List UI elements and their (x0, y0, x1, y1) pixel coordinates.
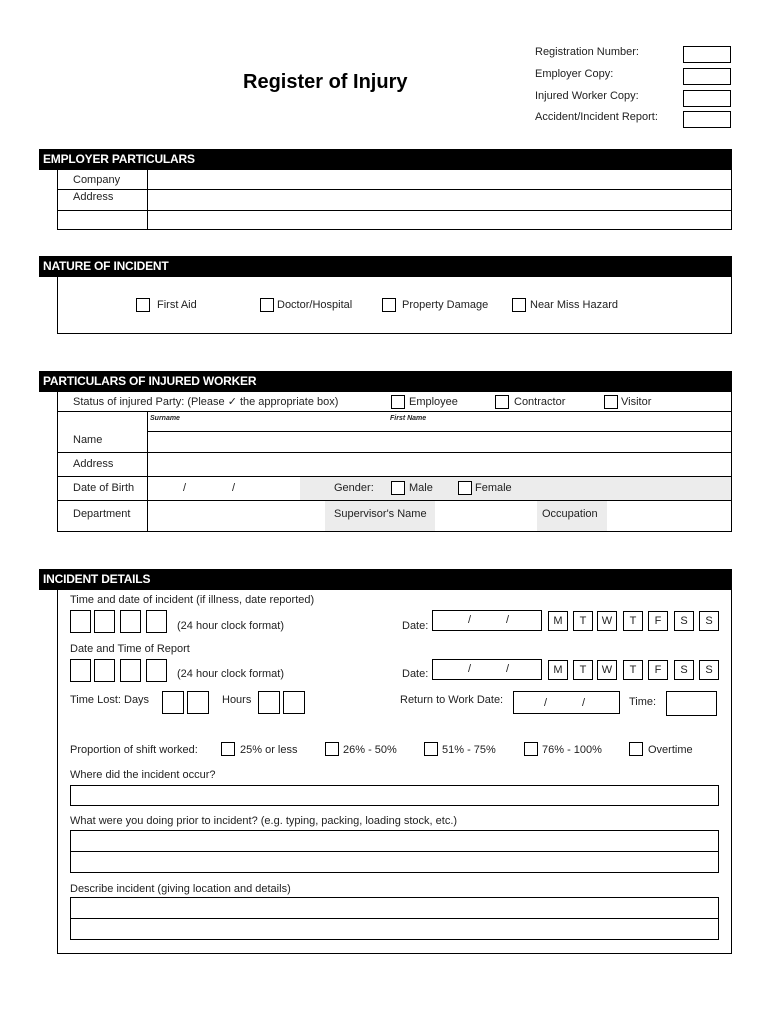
employer-copy-field[interactable] (683, 68, 731, 85)
dob-field[interactable] (149, 478, 299, 499)
incident-day-sat[interactable]: S (674, 611, 694, 631)
report-day-sat[interactable]: S (674, 660, 694, 680)
page-title: Register of Injury (243, 71, 408, 93)
first-aid-label: First Aid (157, 299, 197, 311)
occupation-field[interactable] (608, 502, 731, 531)
days-lost-digit-1[interactable] (162, 691, 184, 714)
address-field-2[interactable] (149, 212, 731, 229)
return-time-field[interactable] (666, 691, 717, 716)
where-field[interactable] (70, 785, 719, 806)
name-label: Name (73, 434, 103, 446)
supervisor-label: Supervisor's Name (334, 508, 427, 520)
status-label: Status of injured Party: (Please ✓ the appropriate box) (73, 396, 339, 408)
incident-report-label: Accident/Incident Report: (535, 111, 658, 123)
describe-field-1[interactable] (70, 897, 719, 919)
property-damage-label: Property Damage (402, 299, 489, 311)
first-name-caption: First Name (390, 415, 427, 422)
report-day-tue[interactable]: T (573, 660, 593, 680)
report-date-field[interactable] (432, 659, 542, 680)
female-label: Female (475, 482, 512, 494)
incident-day-sun[interactable]: S (699, 611, 719, 631)
days-lost-digit-2[interactable] (187, 691, 209, 714)
doing-label: What were you doing prior to incident? (e.g. typing, packing, loading stock, etc.) (70, 815, 458, 827)
time-lost-days-label: Time Lost: Days (70, 694, 150, 706)
visitor-label: Visitor (621, 396, 652, 408)
property-damage-checkbox[interactable] (382, 298, 396, 312)
dob-separator-2: / (232, 482, 236, 494)
employee-label: Employee (409, 396, 458, 408)
incident-day-tue[interactable]: T (573, 611, 593, 631)
incident-day-thu[interactable]: T (623, 611, 643, 631)
incident-day-fri[interactable]: F (648, 611, 668, 631)
hours-lost-digit-2[interactable] (283, 691, 305, 714)
employee-checkbox[interactable] (391, 395, 405, 409)
surname-field[interactable] (149, 432, 389, 451)
report-day-thu[interactable]: T (623, 660, 643, 680)
first-name-field[interactable] (390, 432, 731, 451)
incident-day-mon[interactable]: M (548, 611, 568, 631)
report-label: Date and Time of Report (70, 643, 190, 655)
return-to-work-label: Return to Work Date: (400, 694, 504, 706)
incident-time-digit-2[interactable] (94, 610, 115, 633)
address-field-1[interactable] (149, 191, 731, 209)
company-label: Company (73, 174, 121, 186)
describe-field-2[interactable] (70, 918, 719, 940)
doctor-hospital-checkbox[interactable] (260, 298, 274, 312)
company-field[interactable] (149, 171, 731, 188)
registration-number-field[interactable] (683, 46, 731, 63)
p75-checkbox[interactable] (424, 742, 438, 756)
doctor-hospital-label: Doctor/Hospital (277, 299, 353, 311)
worker-address-field[interactable] (149, 454, 731, 475)
incident-clock-format: (24 hour clock format) (177, 620, 284, 632)
p50-checkbox[interactable] (325, 742, 339, 756)
employer-copy-label: Employer Copy: (535, 68, 614, 80)
describe-label: Describe incident (giving location and details) (70, 883, 291, 895)
report-date-label: Date: (402, 668, 429, 680)
overtime-checkbox[interactable] (629, 742, 643, 756)
incident-day-wed[interactable]: W (597, 611, 617, 631)
report-day-fri[interactable]: F (648, 660, 668, 680)
report-clock-format: (24 hour clock format) (177, 668, 284, 680)
worker-address-label: Address (73, 458, 114, 470)
p25-checkbox[interactable] (221, 742, 235, 756)
return-date-field[interactable] (513, 691, 620, 714)
near-miss-checkbox[interactable] (512, 298, 526, 312)
incident-date-label: Date: (402, 620, 429, 632)
registration-number-label: Registration Number: (535, 46, 639, 58)
near-miss-label: Near Miss Hazard (530, 299, 619, 311)
incident-time-date-label: Time and date of incident (if illness, date reported) (70, 594, 315, 606)
report-day-wed[interactable]: W (597, 660, 617, 680)
address-label: Address (73, 191, 114, 203)
dob-separator-1: / (183, 482, 187, 494)
incident-report-field[interactable] (683, 111, 731, 128)
male-label: Male (409, 482, 433, 494)
worker-copy-label: Injured Worker Copy: (535, 90, 639, 102)
supervisor-field[interactable] (436, 502, 536, 531)
report-date-slash-2: / (506, 663, 510, 675)
overtime-label: Overtime (648, 744, 693, 756)
report-day-sun[interactable]: S (699, 660, 719, 680)
p25-label: 25% or less (240, 744, 298, 756)
nature-section-header: NATURE OF INCIDENT (39, 256, 732, 277)
incident-time-digit-1[interactable] (70, 610, 91, 633)
incident-time-digit-4[interactable] (146, 610, 167, 633)
contractor-checkbox[interactable] (495, 395, 509, 409)
doing-field-2[interactable] (70, 851, 719, 873)
employer-section-header: EMPLOYER PARTICULARS (39, 149, 732, 170)
worker-section-header: PARTICULARS OF INJURED WORKER (39, 371, 732, 392)
p75-label: 51% - 75% (442, 744, 496, 756)
p100-checkbox[interactable] (524, 742, 538, 756)
occupation-label: Occupation (542, 508, 598, 520)
department-label: Department (73, 508, 131, 520)
contractor-label: Contractor (514, 396, 566, 408)
report-date-slash-1: / (468, 663, 472, 675)
report-day-mon[interactable]: M (548, 660, 568, 680)
incident-section-header: INCIDENT DETAILS (39, 569, 732, 590)
incident-date-slash-2: / (506, 614, 510, 626)
worker-copy-field[interactable] (683, 90, 731, 107)
hours-label: Hours (222, 694, 252, 706)
incident-date-slash-1: / (468, 614, 472, 626)
first-aid-checkbox[interactable] (136, 298, 150, 312)
p50-label: 26% - 50% (343, 744, 397, 756)
return-time-label: Time: (629, 696, 657, 708)
where-label: Where did the incident occur? (70, 769, 216, 781)
report-time-digit-2[interactable] (94, 659, 115, 682)
report-time-digit-3[interactable] (120, 659, 141, 682)
hours-lost-digit-1[interactable] (258, 691, 280, 714)
visitor-checkbox[interactable] (604, 395, 618, 409)
incident-time-digit-3[interactable] (120, 610, 141, 633)
proportion-label: Proportion of shift worked: (70, 744, 198, 756)
female-checkbox[interactable] (458, 481, 472, 495)
report-time-digit-1[interactable] (70, 659, 91, 682)
return-date-slash-1: / (544, 697, 548, 709)
doing-field-1[interactable] (70, 830, 719, 852)
department-field[interactable] (149, 502, 324, 531)
dob-label: Date of Birth (73, 482, 135, 494)
p100-label: 76% - 100% (542, 744, 602, 756)
incident-date-field[interactable] (432, 610, 542, 631)
gender-label: Gender: (334, 482, 374, 494)
return-date-slash-2: / (582, 697, 586, 709)
surname-caption: Surname (150, 415, 180, 422)
male-checkbox[interactable] (391, 481, 405, 495)
report-time-digit-4[interactable] (146, 659, 167, 682)
